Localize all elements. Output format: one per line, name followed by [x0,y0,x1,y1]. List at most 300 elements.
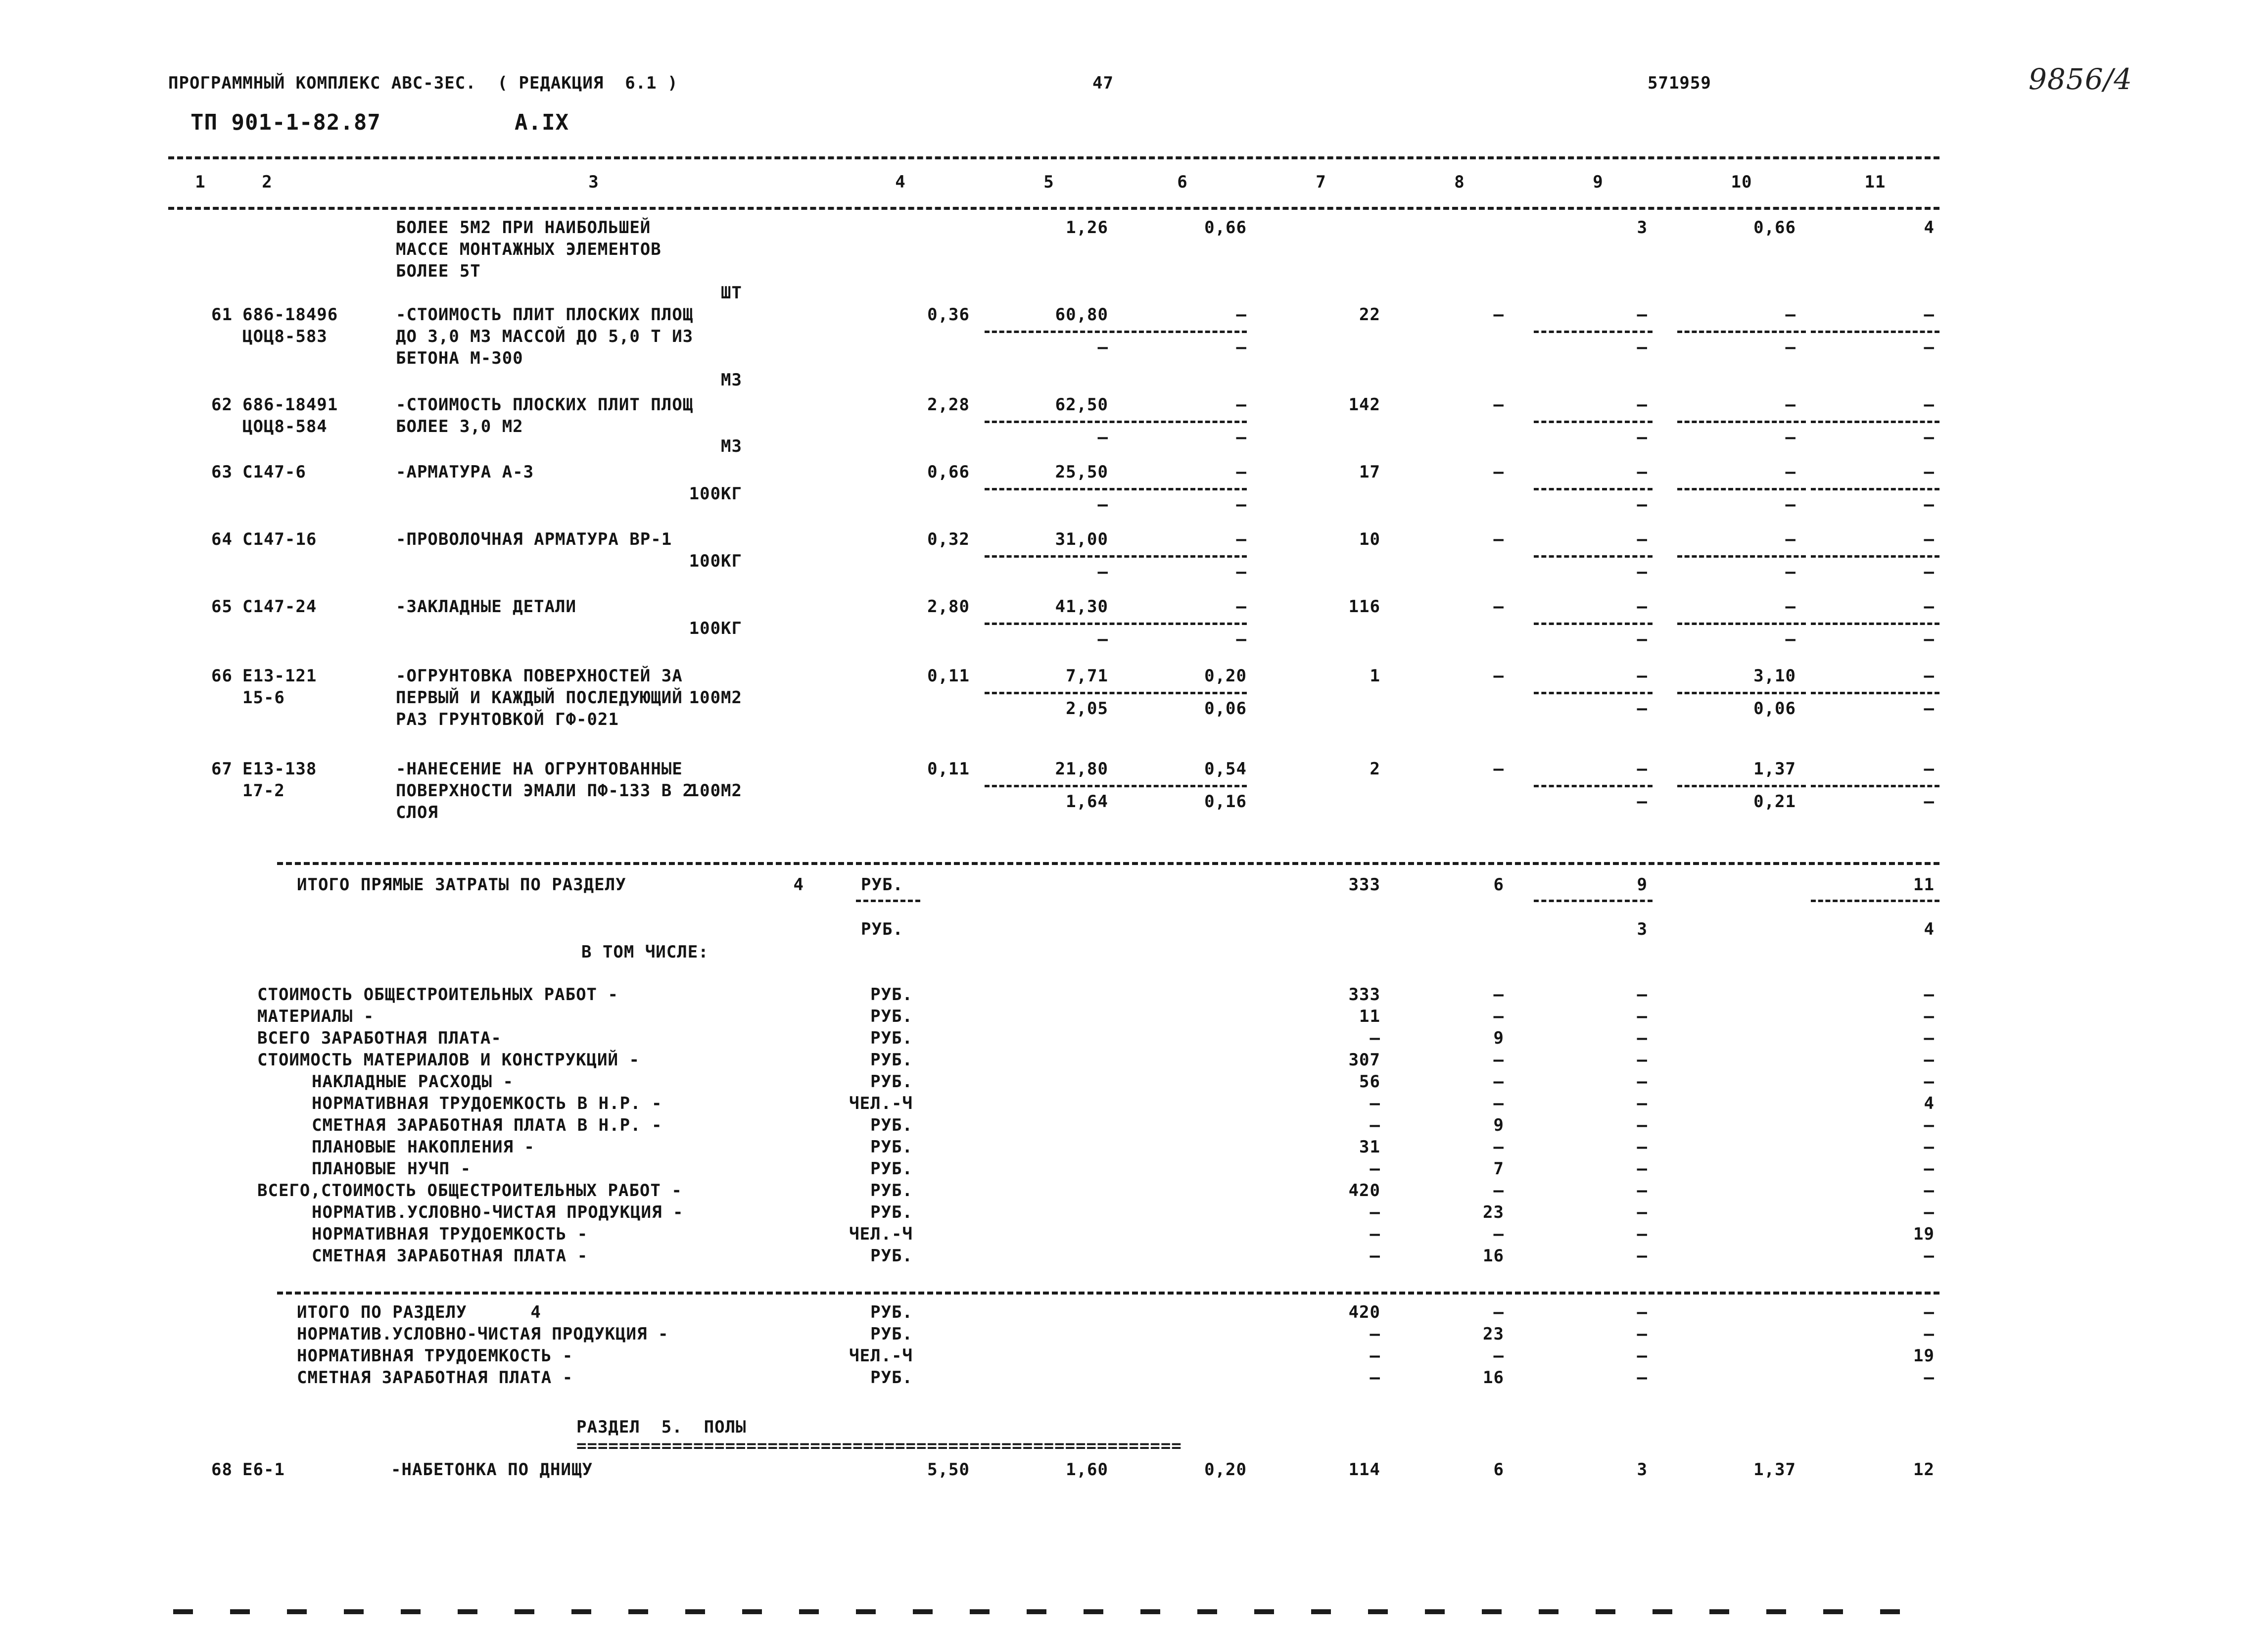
summary-label: НОРМАТИВНАЯ ТРУДОЕМКОСТЬ - [297,1346,573,1366]
column-header-5: 5 [1043,172,1054,192]
row-subvalue-c10: — [1785,629,1796,649]
row-subvalue-c6: 0,06 [1204,699,1247,719]
row-split-rule [1811,623,1939,625]
breakdown-unit: РУБ. [870,1181,913,1201]
row-value-c8: — [1493,597,1504,617]
summary-unit: ЧЕЛ.-Ч [849,1346,913,1366]
row-value-c10: — [1785,395,1796,415]
row-value-c4: 0,11 [927,666,970,686]
summary-unit: РУБ. [870,1302,913,1322]
bottom-dash [515,1609,534,1614]
row-value-c5: 41,30 [1055,597,1108,617]
row-description: БОЛЕЕ 5Т [396,261,481,281]
row-unit: М3 [721,436,742,456]
row-value-c4: 0,11 [927,759,970,779]
breakdown-unit: РУБ. [870,1202,913,1222]
breakdown-unit: РУБ. [870,1028,913,1048]
breakdown-value-c11: — [1924,1050,1935,1070]
bottom-dash [970,1609,990,1614]
row-position: 68 [211,1460,233,1480]
breakdown-value-c8: — [1493,1181,1504,1201]
breakdown-value-c7: 333 [1348,985,1380,1005]
bottom-dash [742,1609,762,1614]
row-subvalue-c10: — [1785,495,1796,515]
row-value-c4: 5,50 [927,1460,970,1480]
row-value-c11: — [1924,597,1935,617]
bottom-dash [913,1609,933,1614]
column-header-6: 6 [1177,172,1188,192]
program-title: ПРОГРАММНЫЙ КОМПЛЕКС АВС-ЗЕС. ( РЕДАКЦИЯ 6.1 ) [168,73,678,93]
breakdown-value-c7: 420 [1348,1181,1380,1201]
breakdown-value-c11: — [1924,1137,1935,1157]
row-code: С147-24 [242,597,317,617]
bottom-dash [401,1609,421,1614]
row-code: С147-16 [242,529,317,549]
row-split-rule [985,692,1247,694]
breakdown-value-c9: — [1637,1159,1648,1179]
breakdown-value-c8: — [1493,1094,1504,1113]
row-split-rule [1534,692,1653,694]
row-split-rule [1811,421,1939,423]
breakdown-value-c11: — [1924,985,1935,1005]
row-value-c6: — [1236,597,1247,617]
breakdown-value-c9: — [1637,1050,1648,1070]
row-value-c11: — [1924,666,1935,686]
row-subvalue-c10: — [1785,337,1796,357]
row-subvalue-c5: — [1097,562,1108,582]
row-value-c5: 25,50 [1055,462,1108,482]
totals-top-rule [277,862,1939,865]
totals-section-number: 4 [793,875,804,895]
breakdown-value-c11: — [1924,1007,1935,1026]
row-subvalue-c5: 1,64 [1066,792,1108,812]
row-position: 67 [211,759,233,779]
summary-value-c11: — [1924,1324,1935,1344]
summary-value-c8: — [1493,1346,1504,1366]
totals-subvalue-c11: 4 [1924,919,1935,939]
row-subvalue-c9: — [1637,428,1648,447]
row-value-c10: 1,37 [1753,759,1796,779]
breakdown-value-c9: — [1637,1181,1648,1201]
breakdown-label: ПЛАНОВЫЕ НАКОПЛЕНИЯ - [312,1137,535,1157]
row-unit: М3 [721,370,742,390]
row-description: -СТОИМОСТЬ ПЛОСКИХ ПЛИТ ПЛОЩ [396,395,694,415]
bottom-dash [1596,1609,1615,1614]
row-code: ЦОЦ8-584 [242,417,328,436]
breakdown-label: ПЛАНОВЫЕ НУЧП - [312,1159,472,1179]
row-value-c5: 7,71 [1066,666,1108,686]
row-subvalue-c5: — [1097,428,1108,447]
breakdown-value-c8: — [1493,1137,1504,1157]
column-header-9: 9 [1593,172,1604,192]
row-value-c8: — [1493,529,1504,549]
row-subvalue-c9: — [1637,629,1648,649]
row-value-c5: 62,50 [1055,395,1108,415]
summary-value-c11: — [1924,1368,1935,1388]
row-description: -ЗАКЛАДНЫЕ ДЕТАЛИ [396,597,576,617]
summary-value-c11: 19 [1913,1346,1935,1366]
breakdown-value-c11: — [1924,1115,1935,1135]
breakdown-value-c9: — [1637,1115,1648,1135]
breakdown-value-c9: — [1637,1028,1648,1048]
row-split-rule [1677,331,1806,333]
row-split-rule [1811,692,1939,694]
row-value-c9: 3 [1637,218,1648,238]
row-split-rule [1811,785,1939,787]
row-value-c4: 0,66 [927,462,970,482]
breakdown-value-c8: — [1493,1007,1504,1026]
row-value-c4: 2,80 [927,597,970,617]
bottom-dash [1368,1609,1388,1614]
row-subvalue-c10: 0,06 [1753,699,1796,719]
breakdown-label: ВСЕГО ЗАРАБОТНАЯ ПЛАТА- [257,1028,502,1048]
totals-split-rule [856,900,920,902]
row-split-rule [1677,785,1806,787]
summary-unit: РУБ. [870,1324,913,1344]
breakdown-value-c8: — [1493,985,1504,1005]
project-code: ТП 901-1-82.87 [190,110,381,135]
row-description: БЕТОНА М-300 [396,348,523,368]
breakdown-value-c7: — [1370,1202,1380,1222]
row-position: 66 [211,666,233,686]
row-unit: 100КГ [689,484,742,504]
bottom-dash [1084,1609,1103,1614]
row-subvalue-c11: — [1924,792,1935,812]
row-split-rule [985,555,1247,558]
breakdown-unit: РУБ. [870,1137,913,1157]
breakdown-value-c8: 9 [1493,1115,1504,1135]
row-value-c6: — [1236,462,1247,482]
bottom-dash [1823,1609,1843,1614]
row-subvalue-c6: — [1236,428,1247,447]
row-split-rule [1811,555,1939,558]
breakdown-unit: РУБ. [870,1159,913,1179]
column-header-10: 10 [1731,172,1752,192]
breakdown-value-c11: — [1924,1181,1935,1201]
row-description: БОЛЕЕ 3,0 М2 [396,417,523,436]
breakdown-label: СТОИМОСТЬ ОБЩЕСТРОИТЕЛЬНЫХ РАБОТ - [257,985,618,1005]
row-split-rule [1677,555,1806,558]
column-header-11: 11 [1864,172,1886,192]
breakdown-value-c8: 16 [1483,1246,1504,1266]
row-position: 62 [211,395,233,415]
breakdown-value-c7: 307 [1348,1050,1380,1070]
row-split-rule [1534,488,1653,490]
row-value-c11: 4 [1924,218,1935,238]
row-description: -СТОИМОСТЬ ПЛИТ ПЛОСКИХ ПЛОЩ [396,305,694,325]
breakdown-unit: РУБ. [870,1050,913,1070]
column-header-7: 7 [1316,172,1326,192]
bottom-dash [856,1609,876,1614]
row-value-c11: 12 [1913,1460,1935,1480]
bottom-dash [685,1609,705,1614]
bottom-dash [571,1609,591,1614]
summary-value-c8: 23 [1483,1324,1504,1344]
summary-value-c7: — [1370,1346,1380,1366]
row-value-c5: 1,26 [1066,218,1108,238]
summary-value-c9: — [1637,1368,1648,1388]
row-code: ЦОЦ8-583 [242,327,328,346]
summary-label: ИТОГО ПО РАЗДЕЛУ 4 [297,1302,541,1322]
row-value-c4: 2,28 [927,395,970,415]
row-value-c6: — [1236,529,1247,549]
breakdown-value-c7: — [1370,1115,1380,1135]
row-value-c5: 60,80 [1055,305,1108,325]
breakdown-value-c9: — [1637,1202,1648,1222]
breakdown-value-c9: — [1637,1007,1648,1026]
summary-label: НОРМАТИВ.УСЛОВНО-ЧИСТАЯ ПРОДУКЦИЯ - [297,1324,669,1344]
row-value-c6: 0,20 [1204,1460,1247,1480]
row-split-rule [1534,331,1653,333]
breakdown-value-c11: — [1924,1028,1935,1048]
row-subvalue-c6: — [1236,629,1247,649]
summary-unit: РУБ. [870,1368,913,1388]
breakdown-value-c11: — [1924,1159,1935,1179]
breakdown-unit: РУБ. [870,1072,913,1092]
row-value-c8: 6 [1493,1460,1504,1480]
row-code: Е6-1 [242,1460,285,1480]
row-description: ДО 3,0 М3 МАССОЙ ДО 5,0 Т ИЗ [396,327,694,346]
breakdown-value-c9: — [1637,1094,1648,1113]
row-value-c7: 10 [1359,529,1380,549]
row-subvalue-c5: — [1097,337,1108,357]
row-split-rule [1811,488,1939,490]
breakdown-value-c11: 4 [1924,1094,1935,1113]
row-value-c11: — [1924,395,1935,415]
bottom-dash [1539,1609,1559,1614]
row-code: 15-6 [242,688,285,708]
summary-value-c9: — [1637,1346,1648,1366]
breakdown-value-c9: — [1637,1137,1648,1157]
row-code: 686-18496 [242,305,338,325]
row-value-c8: — [1493,395,1504,415]
row-value-c7: 1 [1370,666,1380,686]
breakdown-value-c7: — [1370,1246,1380,1266]
totals-split-rule [1811,900,1939,902]
breakdown-value-c7: 56 [1359,1072,1380,1092]
row-subvalue-c11: — [1924,629,1935,649]
totals-value-c7: 333 [1348,875,1380,895]
row-value-c9: 3 [1637,1460,1648,1480]
bottom-dash [230,1609,250,1614]
row-description: -НАБЕТОНКА ПО ДНИЩУ [391,1460,593,1480]
row-unit: 100М2 [689,781,742,801]
row-value-c4: 0,32 [927,529,970,549]
bottom-dash [1425,1609,1445,1614]
row-description: ПОВЕРХНОСТИ ЭМАЛИ ПФ-133 В 2 [396,781,694,801]
column-header-4: 4 [895,172,906,192]
row-split-rule [1677,623,1806,625]
bottom-dash [799,1609,819,1614]
totals-value-c9: 9 [1637,875,1648,895]
row-subvalue-c9: — [1637,495,1648,515]
row-value-c9: — [1637,666,1648,686]
row-value-c7: 22 [1359,305,1380,325]
row-split-rule [1677,421,1806,423]
breakdown-value-c11: 19 [1913,1224,1935,1244]
row-subvalue-c5: — [1097,495,1108,515]
column-header-1: 1 [195,172,206,192]
row-subvalue-c11: — [1924,428,1935,447]
album-number: А.IX [515,110,569,135]
row-description: -АРМАТУРА А-3 [396,462,534,482]
summary-value-c11: — [1924,1302,1935,1322]
row-value-c8: — [1493,759,1504,779]
row-value-c9: — [1637,597,1648,617]
row-value-c10: — [1785,305,1796,325]
row-position: 63 [211,462,233,482]
summary-value-c9: — [1637,1302,1648,1322]
breakdown-value-c11: — [1924,1202,1935,1222]
summary-value-c7: — [1370,1324,1380,1344]
row-value-c10: — [1785,529,1796,549]
breakdown-label: НОРМАТИВНАЯ ТРУДОЕМКОСТЬ В Н.Р. - [312,1094,662,1113]
row-code: 686-18491 [242,395,338,415]
breakdown-unit: ЧЕЛ.-Ч [849,1224,913,1244]
bottom-dash [628,1609,648,1614]
column-header-8: 8 [1454,172,1465,192]
breakdown-label: НАКЛАДНЫЕ РАСХОДЫ - [312,1072,514,1092]
row-split-rule [1677,692,1806,694]
breakdown-unit: РУБ. [870,1115,913,1135]
totals-value-c11: 11 [1913,875,1935,895]
breakdown-value-c8: — [1493,1072,1504,1092]
row-subvalue-c11: — [1924,337,1935,357]
row-subvalue-c11: — [1924,562,1935,582]
totals-value-c8: 6 [1493,875,1504,895]
row-value-c8: — [1493,305,1504,325]
breakdown-label: СМЕТНАЯ ЗАРАБОТНАЯ ПЛАТА - [312,1246,588,1266]
row-value-c10: — [1785,462,1796,482]
breakdown-value-c11: — [1924,1072,1935,1092]
row-value-c10: 3,10 [1753,666,1796,686]
breakdown-value-c7: — [1370,1028,1380,1048]
row-split-rule [985,421,1247,423]
row-split-rule [985,785,1247,787]
header-bottom-rule [168,207,1939,210]
row-subvalue-c9: — [1637,792,1648,812]
row-value-c5: 31,00 [1055,529,1108,549]
bottom-dash [1027,1609,1046,1614]
breakdown-value-c7: — [1370,1159,1380,1179]
bottom-dash [1311,1609,1331,1614]
row-description: -НАНЕСЕНИЕ НА ОГРУНТОВАННЫЕ [396,759,683,779]
bottom-dash [1653,1609,1672,1614]
breakdown-label: СТОИМОСТЬ МАТЕРИАЛОВ И КОНСТРУКЦИЙ - [257,1050,640,1070]
row-description: БОЛЕЕ 5М2 ПРИ НАИБОЛЬШЕЙ [396,218,651,238]
summary-label: СМЕТНАЯ ЗАРАБОТНАЯ ПЛАТА - [297,1368,573,1388]
breakdown-value-c7: — [1370,1224,1380,1244]
row-value-c7: 2 [1370,759,1380,779]
bottom-dash [1197,1609,1217,1614]
page-number: 47 [1092,73,1114,93]
row-unit: 100КГ [689,551,742,571]
column-header-2: 2 [262,172,273,192]
row-subvalue-c5: — [1097,629,1108,649]
breakdown-label: НОРМАТИВНАЯ ТРУДОЕМКОСТЬ - [312,1224,588,1244]
row-subvalue-c5: 2,05 [1066,699,1108,719]
row-code: Е13-121 [242,666,317,686]
row-value-c5: 21,80 [1055,759,1108,779]
row-subvalue-c6: — [1236,337,1247,357]
bottom-dash [173,1609,193,1614]
bottom-dash [1766,1609,1786,1614]
row-value-c6: 0,66 [1204,218,1247,238]
row-unit: 100М2 [689,688,742,708]
totals-split-rule [1534,900,1653,902]
bottom-dash [1140,1609,1160,1614]
row-value-c7: 114 [1348,1460,1380,1480]
doc-number: 571959 [1648,73,1711,93]
row-split-rule [1534,623,1653,625]
summary-value-c8: — [1493,1302,1504,1322]
row-unit: ШТ [721,283,742,303]
breakdown-value-c8: 7 [1493,1159,1504,1179]
breakdown-value-c8: 9 [1493,1028,1504,1048]
next-section-underline: ========================================================= [576,1436,1182,1456]
row-value-c10: — [1785,597,1796,617]
row-subvalue-c6: — [1236,562,1247,582]
row-subvalue-c6: — [1236,495,1247,515]
row-description: -ОГРУНТОВКА ПОВЕРХНОСТЕЙ ЗА [396,666,683,686]
row-split-rule [985,623,1247,625]
row-subvalue-c9: — [1637,337,1648,357]
row-position: 64 [211,529,233,549]
row-value-c11: — [1924,529,1935,549]
row-split-rule [1534,785,1653,787]
totals-unit-2: РУБ. [861,919,903,939]
row-value-c7: 17 [1359,462,1380,482]
row-subvalue-c11: — [1924,699,1935,719]
row-value-c6: — [1236,305,1247,325]
row-split-rule [1677,488,1806,490]
row-value-c11: — [1924,759,1935,779]
breakdown-label: ВСЕГО,СТОИМОСТЬ ОБЩЕСТРОИТЕЛЬНЫХ РАБОТ - [257,1181,682,1201]
row-value-c8: — [1493,666,1504,686]
row-split-rule [1534,421,1653,423]
row-subvalue-c9: — [1637,562,1648,582]
row-value-c9: — [1637,462,1648,482]
row-value-c10: 0,66 [1753,218,1796,238]
row-value-c11: — [1924,305,1935,325]
breakdown-unit: РУБ. [870,1246,913,1266]
row-value-c9: — [1637,305,1648,325]
row-description: -ПРОВОЛОЧНАЯ АРМАТУРА ВР-1 [396,529,672,549]
row-value-c7: 116 [1348,597,1380,617]
next-section-title: РАЗДЕЛ 5. ПОЛЫ [576,1417,747,1437]
summary-value-c9: — [1637,1324,1648,1344]
bottom-dash [344,1609,364,1614]
row-position: 61 [211,305,233,325]
row-value-c9: — [1637,395,1648,415]
breakdown-value-c9: — [1637,985,1648,1005]
row-value-c6: — [1236,395,1247,415]
breakdown-label: СМЕТНАЯ ЗАРАБОТНАЯ ПЛАТА В Н.Р. - [312,1115,662,1135]
row-split-rule [1534,555,1653,558]
row-split-rule [1811,331,1939,333]
breakdown-value-c7: 31 [1359,1137,1380,1157]
row-value-c9: — [1637,529,1648,549]
row-position: 65 [211,597,233,617]
breakdown-value-c7: — [1370,1094,1380,1113]
bottom-dash [287,1609,307,1614]
breakdown-label: МАТЕРИАЛЫ - [257,1007,375,1026]
row-description: МАССЕ МОНТАЖНЫХ ЭЛЕМЕНТОВ [396,240,662,259]
row-subvalue-c6: 0,16 [1204,792,1247,812]
row-subvalue-c10: — [1785,428,1796,447]
row-value-c6: 0,20 [1204,666,1247,686]
breakdown-value-c9: — [1637,1224,1648,1244]
